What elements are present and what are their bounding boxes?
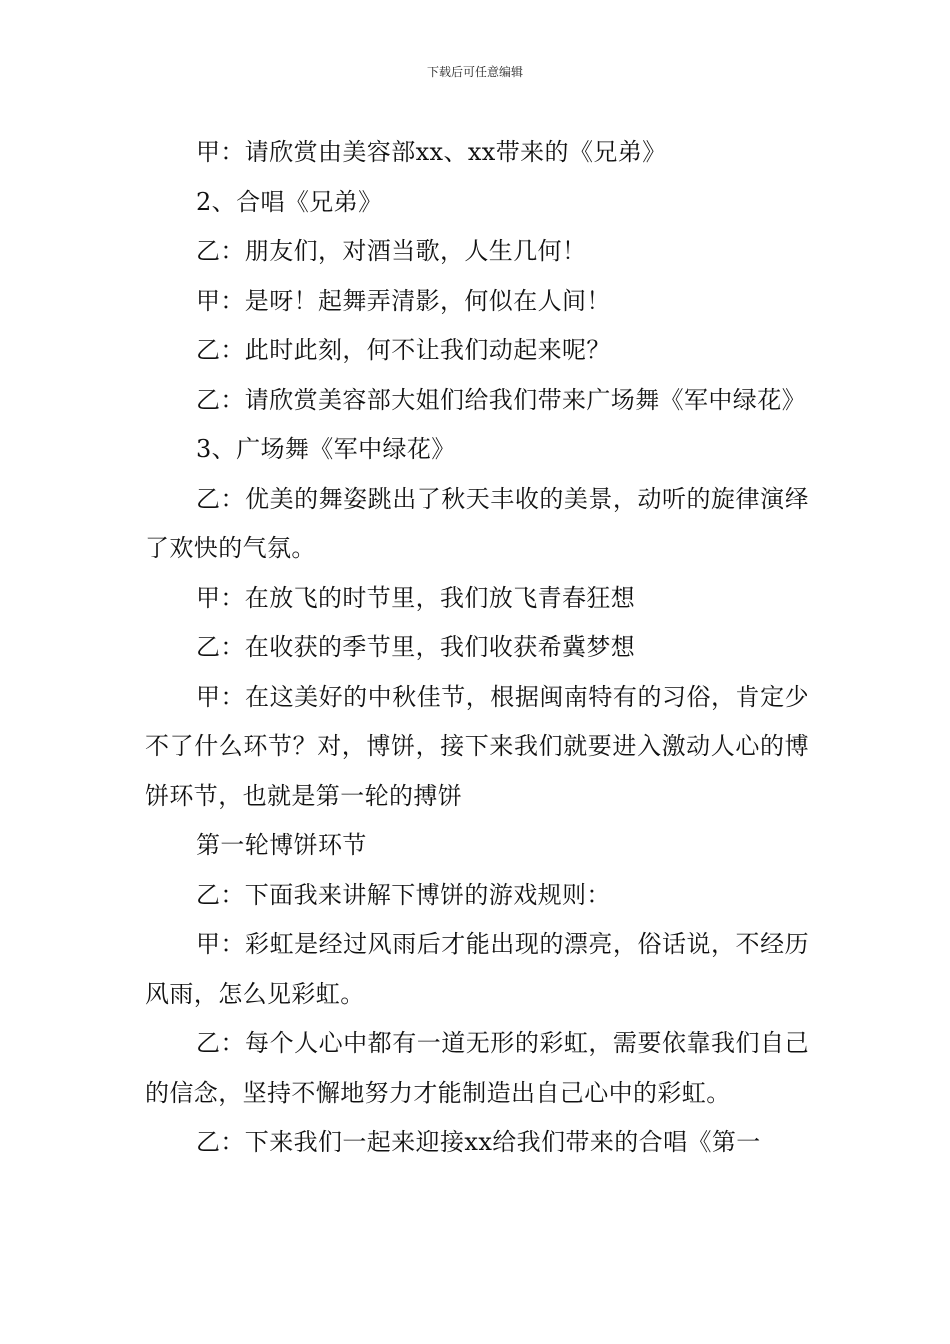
paragraph: 甲：请欣赏由美容部xx、xx带来的《兄弟》 [196,138,667,166]
paragraph: 甲：在放飞的时节里，我们放飞青春狂想 [196,583,636,612]
paragraph: 第一轮博饼环节 [196,831,367,859]
paragraph: 乙：此时此刻，何不让我们动起来呢？ [196,336,611,364]
paragraph: 甲：是呀！起舞弄清影，何似在人间！ [196,286,611,315]
paragraph: 乙：下来我们一起来迎接xx给我们带来的合唱《第一 [196,1128,761,1156]
paragraph: 乙：下面我来讲解下博饼的游戏规则： [196,880,611,909]
paragraph: 3、广场舞《军中绿花》 [196,435,456,463]
paragraph: 乙：请欣赏美容部大姐们给我们带来广场舞《军中绿花》 [196,385,806,414]
paragraph: 乙：每个人心中都有一道无形的彩虹，需要依靠我们自己的信念，坚持不懈地努力才能制造出自己心中的彩虹。 [145,1029,809,1107]
paragraph: 2、合唱《兄弟》 [196,187,383,216]
paragraph: 乙：朋友们，对酒当歌，人生几何！ [196,237,587,265]
paragraph: 乙：优美的舞姿跳出了秋天丰收的美景，动听的旋律演绎了欢快的气氛。 [145,484,809,562]
paragraph: 甲：彩虹是经过风雨后才能出现的漂亮，俗话说，不经历风雨，怎么见彩虹。 [145,930,809,1008]
document-body [145,128,809,1168]
page-header: 下载后可任意编辑 [426,65,523,79]
paragraph: 乙：在收获的季节里，我们收获希冀梦想 [196,633,636,661]
paragraph: 甲：在这美好的中秋佳节，根据闽南特有的习俗，肯定少不了什么环节？对，博饼，接下来我们就要进入激动人心的博饼环节，也就是第一轮的搏饼 [145,682,809,810]
